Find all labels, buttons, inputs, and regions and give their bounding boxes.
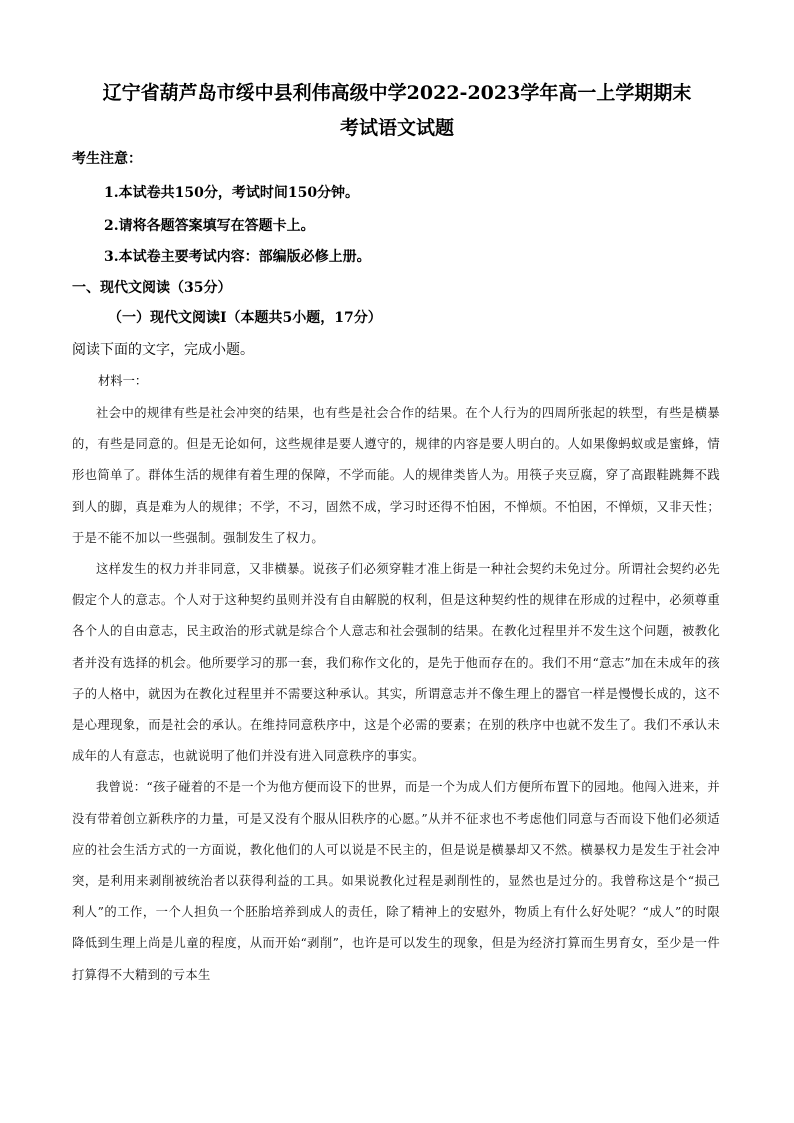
passage-paragraph: 社会中的规律有些是社会冲突的结果，也有些是社会合作的结果。在个人行为的四周所张起的轶型，有些是横暴的，有些是同意的。但是无论如何，这些规律是要人遵守的，规律的内容是要人明白的。人如果像蚂蚁或是蜜蜂，情形也简单了。群体生活的规律有着生理的保障，不学而能。人的规律类皆人为。用筷子夹豆腐，穿了高跟鞋跳舞不践到人的脚，真是难为人的规律；不学，不习，固然不成，学习时还得不怕困，不惮烦。不怕困，不惮烦，又非天性；于是不能不加以一些强制。强制发生了权力。 — [72, 406, 720, 545]
section-heading: 一、现代文阅读（35分） — [72, 280, 232, 296]
document-title-line-1: 辽宁省葫芦岛市绥中县利伟高级中学2022-2023学年高一上学期期末 — [102, 82, 692, 104]
notice-item: 2.请将各题答案填写在答题卡上。 — [104, 218, 315, 234]
reading-instruction: 阅读下面的文字，完成小题。 — [72, 342, 254, 358]
material-label: 材料一： — [98, 374, 148, 388]
section-subheading: （一）现代文阅读Ⅰ（本题共5小题，17分） — [108, 310, 382, 326]
notice-item: 3.本试卷主要考试内容：部编版必修上册。 — [104, 249, 371, 265]
passage-body — [72, 398, 720, 991]
notice-heading: 考生注意： — [72, 151, 142, 167]
passage-paragraph: 这样发生的权力并非同意，又非横暴。说孩子们必须穿鞋才准上街是一种社会契约未免过分。所谓社会契约必先假定个人的意志。个人对于这种契约虽则并没有自由解脱的权利，但是这种契约性的规律在形成的过程中，必须尊重各个人的自由意志，民主政治的形式就是综合个人意志和社会强制的结果。在教化过程里并不发生这个问题，被教化者并没有选择的机会。他所要学习的那一套，我们称作文化的，是先于他而存在的。我们不用“意志”加在未成年的孩子的人格中，就因为在教化过程里并不需要这种承认。其实，所谓意志并不像生理上的器官一样是慢慢长成的，这不是心理现象，而是社会的承认。在维持同意秩序中，这是个必需的要素；在别的秩序中也就不发生了。我们不承认未成年的人有意志，也就说明了他们并没有进入同意秩序的事实。 — [72, 562, 720, 764]
document-title-line-2: 考试语文试题 — [339, 117, 454, 139]
notice-item: 1.本试卷共150分，考试时间150分钟。 — [104, 185, 360, 201]
passage-paragraph: 我曾说：“孩子碰着的不是一个为他方便而设下的世界，而是一个为成人们方便所布置下的园地。他闯入进来，并没有带着创立新秩序的力量，可是又没有个服从旧秩序的心愿。”从并不征求也不考虑他们同意与否而设下他们必须适应的社会生活方式的一方面说，教化他们的人可以说是不民主的，但是说是横暴却又不然。横暴权力是发生于社会冲突，是利用来剥削被统治者以获得利益的工具。如果说教化过程是剥削性的，显然也是过分的。我曾称这是个“损己利人”的工作，一个人担负一个胚胎培养到成人的责任，除了精神上的安慰外，物质上有什么好处呢？“成人”的时限降低到生理上尚是儿童的程度，从而开始“剥削”，也许是可以发生的现象，但是为经济打算而生男育女，至少是一件打算得不大精到的亏本生 — [72, 780, 720, 982]
